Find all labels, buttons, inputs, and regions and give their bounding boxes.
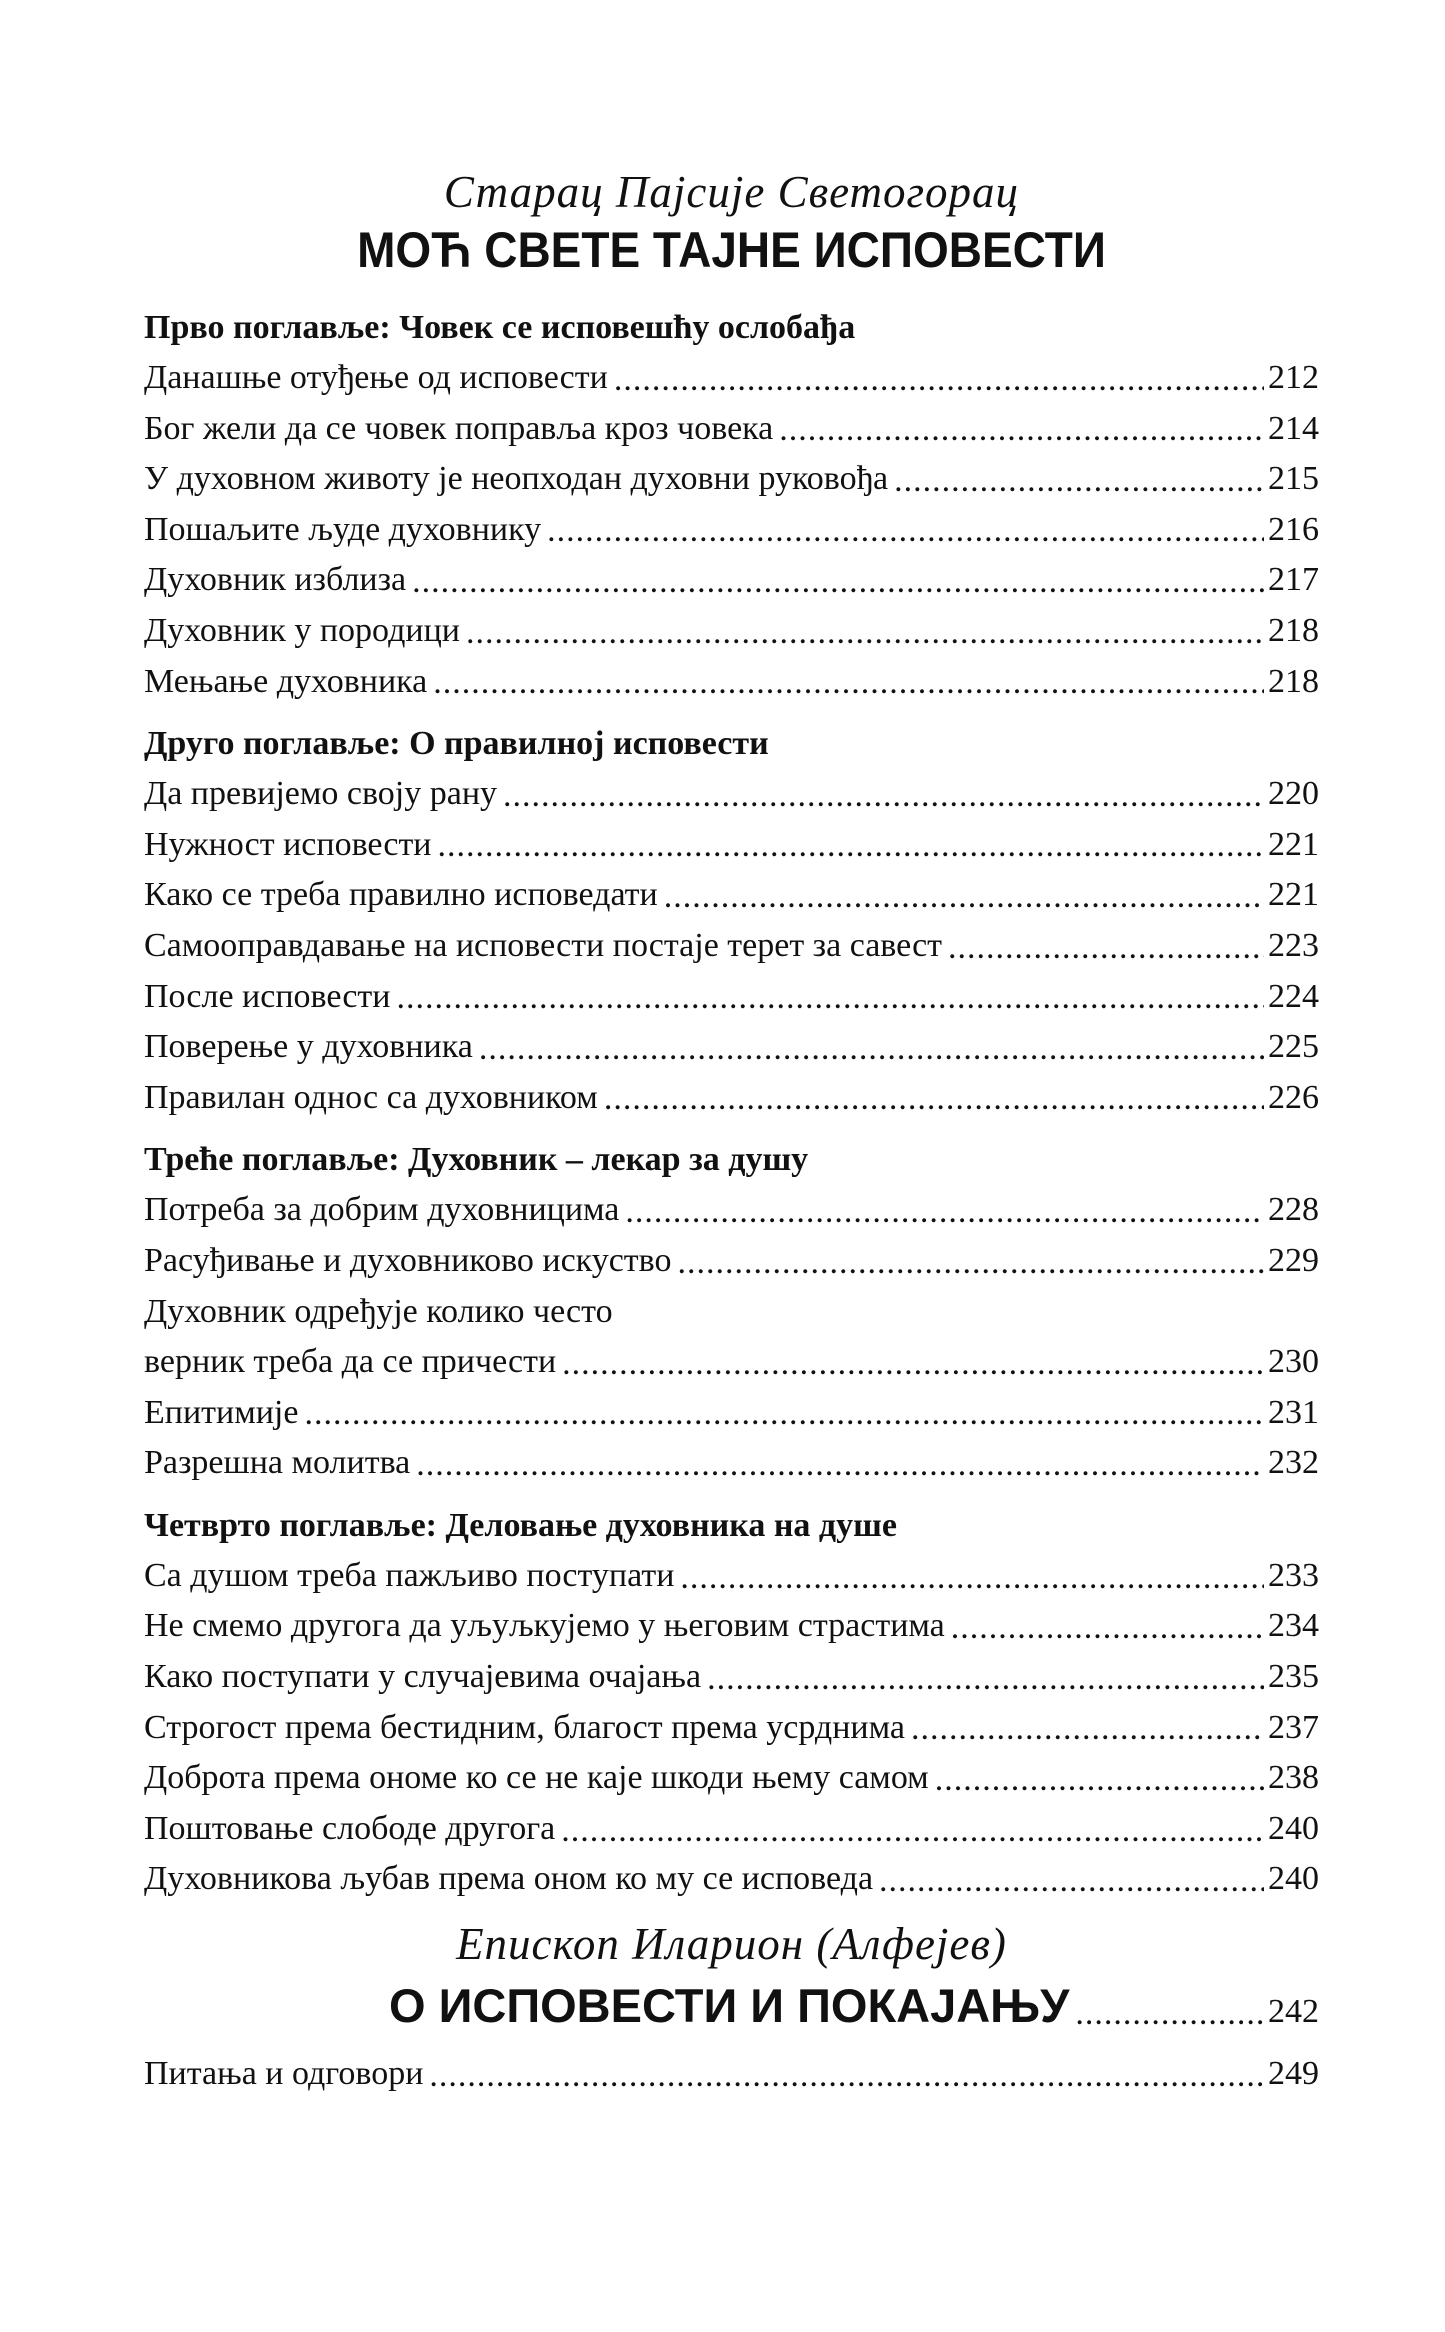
entry-title: Данашње отуђење од исповести: [144, 359, 608, 396]
toc-entry: [144, 769, 1319, 820]
page-number: 237: [1268, 1708, 1319, 1746]
toc-entry: [144, 820, 1319, 871]
entry-title: Бог жели да се човек поправља кроз човека: [144, 409, 774, 447]
dot-leader: [894, 464, 1264, 498]
dot-leader: [664, 880, 1264, 914]
page-number: 238: [1268, 1759, 1319, 1797]
chapter-heading: Друго поглавље: О правилној исповести: [144, 725, 769, 763]
toc-entry: [144, 454, 1319, 505]
entry-title: Поштовање слободе другога: [144, 1809, 556, 1847]
dot-leader: [503, 779, 1264, 813]
page-number: 217: [1268, 561, 1319, 599]
book-title: О ИСПОВЕСТИ И ПОКАЈАЊУ: [389, 1979, 1070, 2033]
dot-leader: [561, 1814, 1264, 1848]
page-number: 221: [1268, 825, 1319, 863]
entry-title: Духовник у породици: [144, 611, 460, 649]
page-number: 215: [1268, 460, 1319, 498]
page-number: 212: [1268, 359, 1319, 396]
toc-entry: [144, 972, 1319, 1023]
toc-entry: [144, 1703, 1319, 1754]
page-number: 233: [1268, 1556, 1319, 1594]
toc-entry: [144, 1388, 1319, 1439]
entry-title: Самооправдавање на исповести постаје терет за савест: [144, 926, 943, 964]
author-name: Старац Пајсије Светогорац: [443, 167, 1020, 217]
chapter-4: [144, 1501, 1319, 1905]
entry-title: Мењање духовника: [144, 662, 428, 700]
toc-entry: [144, 1236, 1319, 1287]
page-number: 230: [1268, 1343, 1319, 1381]
table-of-contents: [144, 165, 1319, 2100]
toc-entry: [144, 2049, 1319, 2100]
dot-leader: [911, 1712, 1264, 1746]
entry-list: [144, 2049, 1319, 2100]
dot-leader: [412, 565, 1264, 599]
chapter-heading: Треће поглавље: Духовник – лекар за душу: [144, 1141, 809, 1179]
entry-title: У духовном животу је неопходан духовни руковођа: [144, 460, 889, 498]
toc-entry: [144, 1337, 1319, 1388]
page-number: 229: [1268, 1241, 1319, 1279]
dot-leader: [479, 1032, 1264, 1066]
page-number: 228: [1268, 1191, 1319, 1229]
chapter-heading: Четврто поглавље: Деловање духовника на душе: [144, 1506, 897, 1544]
chapter-list: [144, 303, 1319, 1905]
entry-title: Духовникова љубав према оном ко му се исповеда: [144, 1860, 874, 1898]
dot-leader: [707, 1662, 1264, 1696]
dot-leader: [879, 1864, 1264, 1898]
author-name: Епископ Иларион (Алфејев): [456, 1919, 1007, 1970]
dot-leader: [680, 1561, 1264, 1595]
page-number: 224: [1268, 977, 1319, 1015]
dot-leader: [948, 931, 1264, 965]
toc-entry: [144, 404, 1319, 455]
dot-leader: [614, 363, 1264, 397]
page-number: 249: [1268, 2055, 1319, 2093]
dot-leader: [547, 514, 1264, 548]
page-number: 240: [1268, 1809, 1319, 1847]
chapter-2: [144, 719, 1319, 1123]
dot-leader: [416, 1448, 1264, 1482]
dot-leader: [433, 666, 1264, 700]
toc-entry: [144, 505, 1319, 556]
entry-title: Не смемо другога да уљуљкујемо у његовим страстима: [144, 1607, 945, 1645]
dot-leader: [677, 1246, 1264, 1280]
book-title: МОЋ СВЕТЕ ТАЈНЕ ИСПОВЕСТИ: [357, 222, 1106, 278]
toc-entry: [144, 353, 1319, 404]
entry-title: Разрешна молитва: [144, 1444, 411, 1482]
entry-title-first-line: Духовник одређује колико често: [144, 1292, 613, 1330]
page-number: 226: [1268, 1078, 1319, 1116]
entry-title: После исповести: [144, 977, 391, 1015]
dot-leader: [304, 1397, 1264, 1431]
toc-entry: [144, 1601, 1319, 1652]
page-number: 240: [1268, 1860, 1319, 1898]
entry-title: Како се треба правилно исповедати: [144, 876, 658, 914]
entry-title: Правилан однос са духовником: [144, 1078, 598, 1116]
toc-entry: [144, 1073, 1319, 1124]
toc-entry: [144, 1652, 1319, 1703]
dot-leader: [562, 1347, 1264, 1381]
page-number: 242: [1268, 1993, 1319, 2031]
entry-title: Поверење у духовника: [144, 1028, 473, 1066]
page-number: 221: [1268, 876, 1319, 914]
toc-entry: [144, 606, 1319, 657]
section-1: [144, 165, 1319, 1905]
entry-title: верник треба да се причести: [144, 1343, 557, 1381]
page-number: 218: [1268, 662, 1319, 700]
page-number: 214: [1268, 409, 1319, 447]
section-title-entry: [144, 1975, 1319, 2037]
chapter-3: [144, 1135, 1319, 1489]
dot-leader: [935, 1763, 1264, 1797]
entry-title: Строгост према бестидним, благост према усрднима: [144, 1708, 905, 1746]
entry-title: Доброта према ономе ко се не каје шкоди њему самом: [144, 1759, 929, 1797]
chapter-1: [144, 303, 1319, 707]
page-number: 216: [1268, 510, 1319, 548]
entry-title: Како поступати у случајевима очајања: [144, 1658, 702, 1696]
toc-entry: [144, 1438, 1319, 1489]
entry-title: Питања и одговори: [144, 2055, 424, 2093]
toc-entry: [144, 1022, 1319, 1073]
page-number: 223: [1268, 926, 1319, 964]
toc-entry: [144, 657, 1319, 708]
dot-leader: [625, 1195, 1264, 1229]
entry-title: Нужност исповести: [144, 825, 432, 863]
page-number: 234: [1268, 1607, 1319, 1645]
section-2: [144, 1917, 1319, 2100]
entry-title: Духовник изблиза: [144, 561, 407, 599]
page-number: 235: [1268, 1658, 1319, 1696]
entry-title: Пошаљите људе духовнику: [144, 510, 542, 548]
toc-entry: [144, 921, 1319, 972]
toc-entry: [144, 1804, 1319, 1855]
entry-title: Са душом треба пажљиво поступати: [144, 1556, 675, 1594]
toc-entry: [144, 1185, 1319, 1236]
page-number: 218: [1268, 611, 1319, 649]
toc-entry: [144, 1753, 1319, 1804]
entry-title: Епитимије: [144, 1393, 299, 1431]
chapter-heading: Прво поглавље: Човек се исповешћу ослобађа: [144, 309, 856, 346]
dot-leader: [438, 829, 1264, 863]
dot-leader: [466, 616, 1264, 650]
dot-leader: [1075, 1997, 1264, 2031]
dot-leader: [429, 2059, 1264, 2093]
page-number: 232: [1268, 1444, 1319, 1482]
toc-entry: [144, 555, 1319, 606]
dot-leader: [604, 1082, 1264, 1116]
toc-entry: [144, 1854, 1319, 1905]
page-number: 231: [1268, 1393, 1319, 1431]
toc-entry: [144, 1551, 1319, 1602]
entry-title: Да превијемо своју рану: [144, 775, 498, 813]
dot-leader: [396, 981, 1264, 1015]
page-number: 220: [1268, 775, 1319, 813]
dot-leader: [779, 413, 1264, 447]
entry-title: Расуђивање и духовниково искуство: [144, 1241, 672, 1279]
dot-leader: [951, 1611, 1264, 1645]
entry-title: Потреба за добрим духовницима: [144, 1191, 620, 1229]
page-number: 225: [1268, 1028, 1319, 1066]
toc-entry: [144, 870, 1319, 921]
